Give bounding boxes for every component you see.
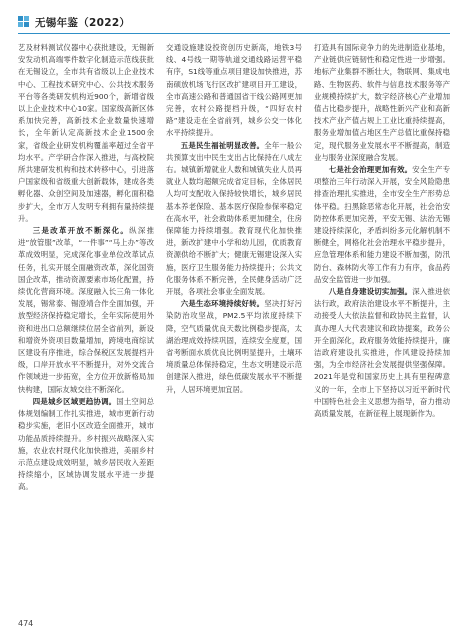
paragraph: [166, 42, 302, 140]
paragraph: [18, 396, 154, 494]
paragraph: [314, 286, 450, 420]
subheading: 六是生态环境持续好转。: [180, 299, 265, 309]
paragraph-text: 全年一般公共预算支出中民生支出占比保持在八成左右。城镇新增就业人数和城镇失业人员再就业人数均超额完成省定目标，全体居民人均可支配收入保持较快增长，城乡居民基本养老保险、基本医疗保险参保率稳定在高水平，社会救助体系更加健全，住房保障能力持续增强。教育现代化加快推进，新改扩建中小学和幼儿园，优质教育资源供给不断扩大；健康无锡建设深入实施，医疗卫生服务能力持续提升；公共文化服务体系不断完善，全民健身活动广泛开展，各项社会事业全面发展。: [166, 140, 302, 297]
subheading: 七是社会治理更加有效。: [328, 165, 413, 175]
paragraph-text: 打造具有国际竞争力的先进制造业基地，产业链供应链韧性和稳定性进一步增强。地标产业集群不断壮大，物联网、集成电路、生物医药、软件与信息技术服务等产业规模持续扩大，数字经济核心产业增加值占比稳步提升，战略性新兴产业和高新技术产业产值占规上工业比重持续提高，服务业增加值占地区生产总值比重保持稳定，现代服务业发展水平不断提高，制造业与服务业深度融合发展。: [314, 43, 450, 162]
paragraph: [166, 298, 302, 396]
paragraph-text: 艺及材料测试仪器中心获批建设，无锡新安发动机高端零件数字化制造示范线获批在无锡设立，全市共有省级以上企业技术中心、工程技术研究中心、公共技术服务平台等各类研发机构近900个，新增省级以上企业技术中心10家。国家级高新区体系加快完善，高新技术企业数量快速增长，全年新认定高新技术企业1500余家，省级企业研发机构覆盖率超过全省平均水平。产学研合作深入推进，与高校院所共建研发机构和技术转移中心，引进落户国家级和省级重大创新载体，建成各类孵化器、众创空间及加速器，孵化面积稳步扩大，全市万人发明专利拥有量持续提升。: [18, 43, 154, 223]
header-divider: [18, 33, 450, 34]
paragraph-text: 坚决打好污染防治攻坚战，PM2.5平均浓度持续下降，空气质量优良天数比例稳步提高，太湖治理成效持续巩固，连续安全度夏，国省考断面水质优良比例明显提升，土壤环境质量总体保持稳定，生态文明建设示范创建深入推进，绿色低碳发展水平不断提升，人居环境更加宜居。: [166, 299, 302, 394]
body-columns: [18, 42, 450, 614]
yearbook-logo-icon: [18, 16, 30, 28]
text-column-3: [314, 42, 450, 614]
paragraph: [314, 42, 450, 164]
paragraph-text: 国土空间总体规划编制工作扎实推进，城市更新行动稳步实施，老旧小区改造全面推开，城市功能品质持续提升。乡村振兴战略深入实施，农业农村现代化加快推进，美丽乡村示范点建设成效明显，城乡居民收入差距持续缩小，区域协调发展水平进一步提高。: [18, 396, 154, 492]
paragraph-text: 安全生产专项整治三年行动深入开展，安全风险隐患排查治理扎实推进，全市安全生产形势总体平稳。扫黑除恶常态化开展，社会治安防控体系更加完善，平安无锡、法治无锡建设持续深化，矛盾纠纷多元化解机制不断健全，网格化社会治理水平稳步提升，应急管理体系和能力建设不断加强，防汛防台、森林防火等工作有力有序，食品药品安全监管进一步加强。: [314, 165, 450, 284]
text-column-2: [166, 42, 302, 614]
paragraph: [18, 225, 154, 396]
paragraph: [166, 140, 302, 299]
subheading: 八是自身建设切实加强。: [328, 287, 413, 297]
paragraph-text: 纵深推进“放管服”改革，“一件事”“马上办”等改革成效明显，完成深化事业单位改革试点任务，扎实开展全面融资改革，深化国资国企改革，推动资源要素市场化配置，持续优化营商环境。深度融入长三角一体化发展，锡常泰、锡澄靖合作全面加强，开放型经济保持稳定增长，全年实际使用外资和进出口总额继续位居全省前列，新设和增资外资项目数量增加，跨境电商综试区建设有序推进，综合保税区发展提档升级，口岸开放水平不断提升，对外交流合作领域进一步拓宽，全方位开放新格局加快构建，国际友城交往不断深化。: [18, 226, 154, 394]
yearbook-title: 无锡年鉴（2022）: [35, 16, 131, 29]
subheading: 三是改革开放不断深化。: [32, 226, 130, 236]
subheading: 四是城乡区域更趋协调。: [32, 396, 117, 406]
subheading: 五是民生福祉明显改善。: [180, 140, 265, 150]
paragraph-text: 交通设施建设投资创历史新高，地铁3号线、4号线一期等轨道交通线路运营平稳有序，S1线等重点项目建设加快推进，苏南硕放机场飞行区改扩建项目开工建设，全市高速公路和普通国省干线公路网更加完善，农村公路提档升级，“四好农村路”建设走在全省前列，城乡公交一体化水平持续提升。: [166, 43, 302, 138]
paragraph-text: 深入推进依法行政，政府法治建设水平不断提升，主动接受人大依法监督和政协民主监督，认真办理人大代表建议和政协提案，政务公开全面深化，政府服务效能持续提升，廉洁政府建设扎实推进，作风建设持续加强，为全市经济社会发展提供坚强保障。2021年是党和国家历史上具有里程碑意义的一年，全市上下坚持以习近平新时代中国特色社会主义思想为指导，奋力推动高质量发展，在新征程上展现新作为。: [314, 287, 450, 419]
paragraph: [314, 164, 450, 286]
page-number: 474: [18, 619, 34, 628]
paragraph: [18, 42, 154, 225]
running-header: [18, 12, 450, 32]
text-column-1: [18, 42, 154, 614]
